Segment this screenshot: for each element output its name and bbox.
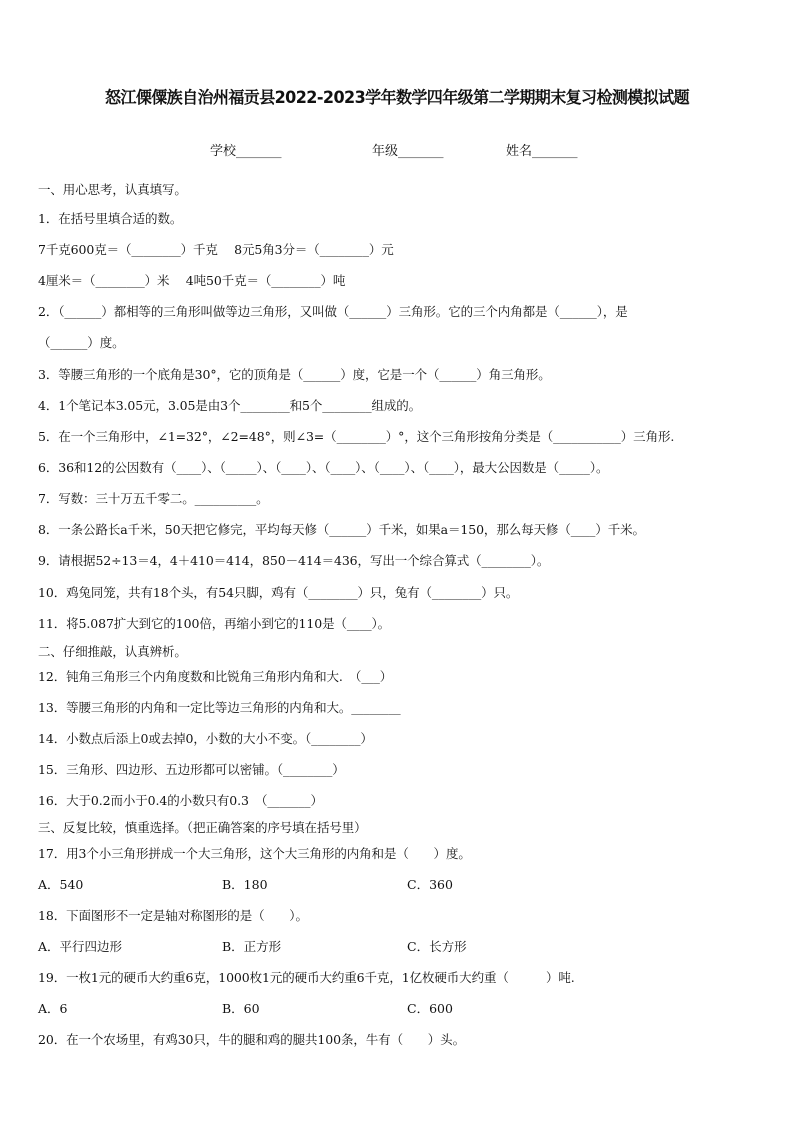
question-10: 10．鸡兔同笼，共有18个头，有54只脚，鸡有（________）只，兔有（________）只。 bbox=[38, 585, 519, 600]
question-2: 2．（______）都相等的三角形叫做等边三角形，又叫做（______）三角形。它的三个内角都是（______），是 bbox=[38, 304, 628, 319]
question-16: 16．大于0.2而小于0.4的小数只有0.3 （_______） bbox=[38, 793, 323, 808]
question-9: 9．请根据52÷13＝4，4＋410＝414，850－414＝436，写出一个综合算式（________）。 bbox=[38, 553, 550, 568]
section-1-heading: 一、用心思考，认真填写。 bbox=[38, 182, 187, 197]
question-19-option-c: C．600 bbox=[407, 1001, 453, 1016]
question-20: 20．在一个农场里，有鸡30只，牛的腿和鸡的腿共100条，牛有（ ）头。 bbox=[38, 1032, 465, 1047]
question-6: 6．36和12的公因数有（____）、（_____）、（____）、（____）、（____）、（____），最大公因数是（_____）。 bbox=[38, 460, 609, 475]
question-18-option-a: A．平行四边形 bbox=[38, 939, 123, 954]
section-3-heading: 三、反复比较，慎重选择。（把正确答案的序号填在括号里） bbox=[38, 820, 367, 835]
question-4: 4．1个笔记本3.05元，3.05是由3个________和5个________组成的。 bbox=[38, 398, 422, 413]
question-1-row-1: 7千克600克＝（________）千克 8元5角3分＝（________）元 bbox=[38, 242, 394, 257]
question-12: 12．钝角三角形三个内角度数和比锐角三角形内角和大. （___） bbox=[38, 669, 393, 684]
question-18-option-c: C．长方形 bbox=[407, 939, 467, 954]
question-13: 13．等腰三角形的内角和一定比等边三角形的内角和大。________ bbox=[38, 700, 401, 715]
question-19-option-a: A．6 bbox=[38, 1001, 68, 1016]
question-18-option-b: B．正方形 bbox=[222, 939, 282, 954]
question-19: 19．一枚1元的硬币大约重6克，1000枚1元的硬币大约重6千克，1亿枚硬币大约重（ ）吨. bbox=[38, 970, 575, 985]
question-1-row-2: 4厘米＝（________）米 4吨50千克＝（________）吨 bbox=[38, 273, 346, 288]
question-1: 1．在括号里填合适的数。 bbox=[38, 211, 183, 226]
grade-field: 年级_______ bbox=[372, 144, 444, 159]
question-14: 14．小数点后添上0或去掉0，小数的大小不变。（________） bbox=[38, 731, 373, 746]
question-17-option-a: A．540 bbox=[38, 877, 84, 892]
question-3: 3．等腰三角形的一个底角是30°，它的顶角是（______）度，它是一个（______）角三角形。 bbox=[38, 367, 551, 382]
question-8: 8．一条公路长a千米，50天把它修完，平均每天修（______）千米，如果a＝150，那么每天修（____）千米。 bbox=[38, 522, 645, 537]
question-15: 15．三角形、四边形、五边形都可以密铺。（________） bbox=[38, 762, 345, 777]
question-7: 7．写数：三十万五千零二。__________。 bbox=[38, 491, 269, 506]
question-17-option-b: B．180 bbox=[222, 877, 268, 892]
question-2-continued: （______）度。 bbox=[38, 335, 125, 350]
question-19-option-b: B．60 bbox=[222, 1001, 260, 1016]
question-17: 17．用3个小三角形拼成一个大三角形，这个大三角形的内角和是（ ）度。 bbox=[38, 846, 471, 861]
question-17-option-c: C．360 bbox=[407, 877, 453, 892]
question-11: 11．将5.087扩大到它的100倍，再缩小到它的110是（____）。 bbox=[38, 616, 391, 631]
question-5: 5．在一个三角形中，∠1=32°，∠2=48°，则∠3=（________）°，这个三角形按角分类是（___________）三角形. bbox=[38, 429, 675, 444]
section-2-heading: 二、仔细推敲，认真辨析。 bbox=[38, 644, 187, 659]
exam-title: 怒江傈僳族自治州福贡县2022-2023学年数学四年级第二学期期末复习检测模拟试题 bbox=[104, 88, 690, 107]
question-18: 18．下面图形不一定是轴对称图形的是（ ）。 bbox=[38, 908, 308, 923]
school-field: 学校_______ bbox=[210, 144, 282, 159]
name-field: 姓名_______ bbox=[506, 144, 578, 159]
